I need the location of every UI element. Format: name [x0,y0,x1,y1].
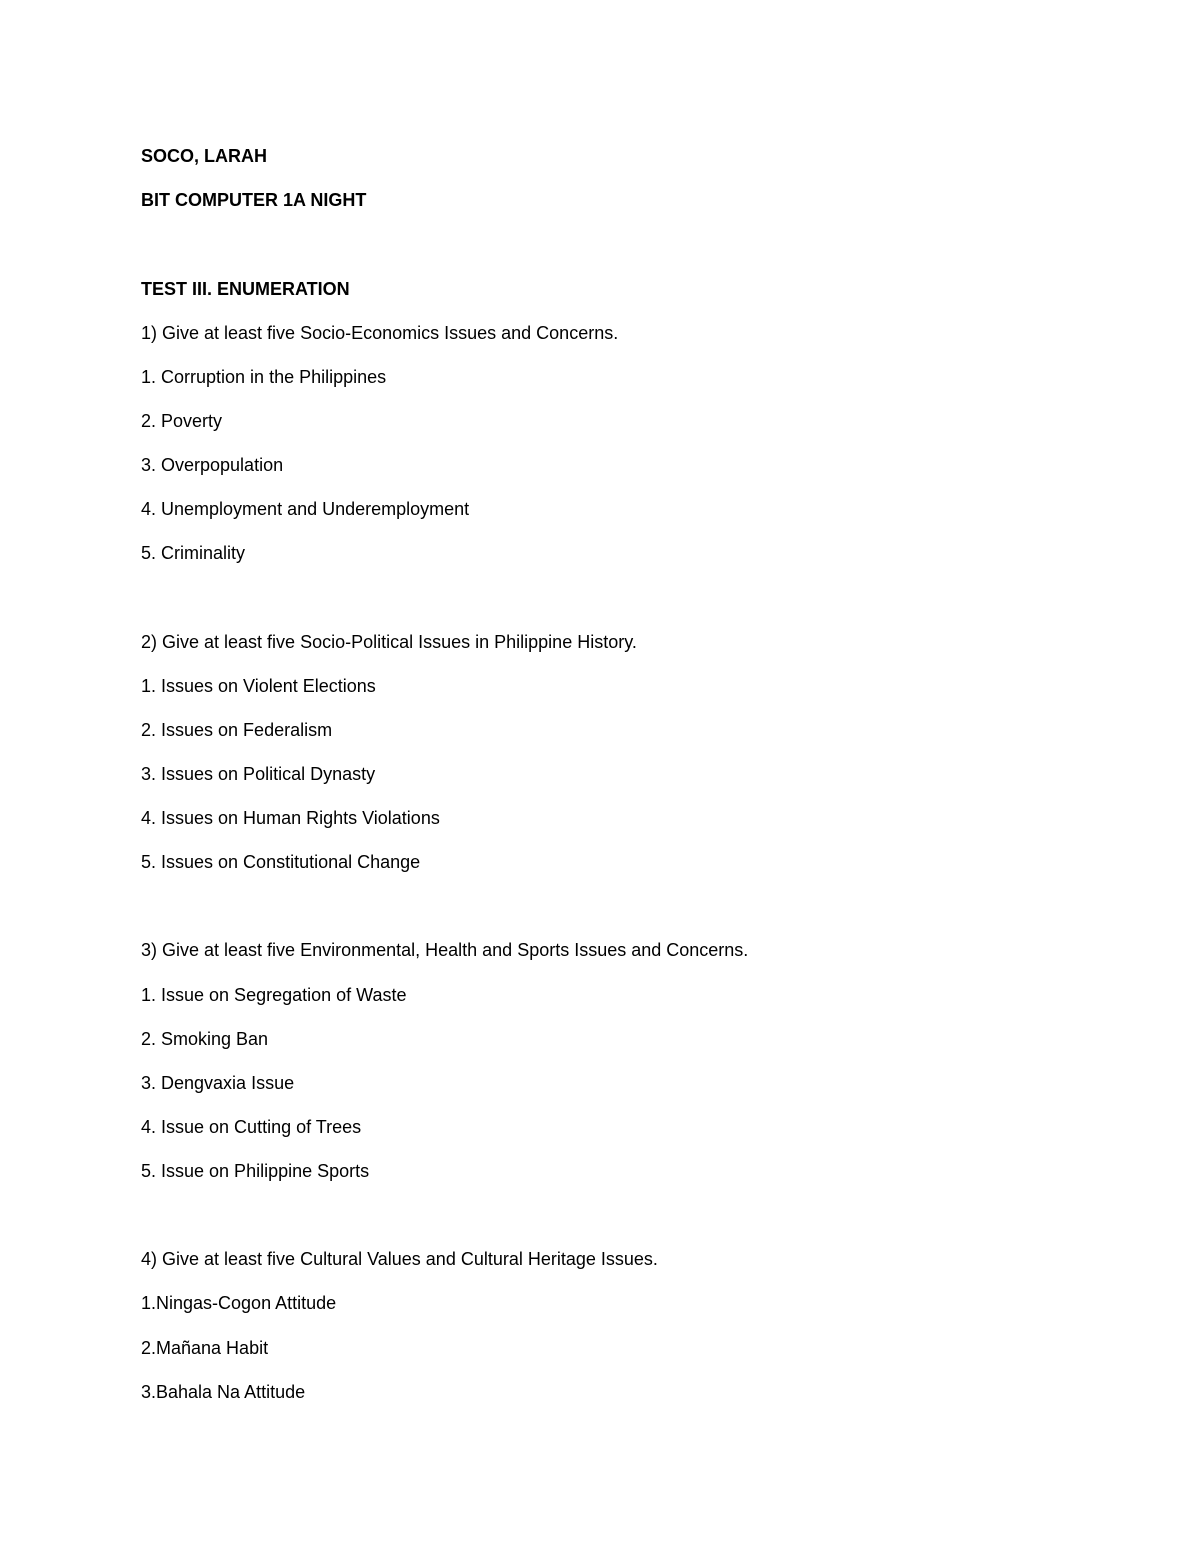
answer-item: 5. Issue on Philippine Sports [141,1161,370,1181]
answer-item: 3. Overpopulation [141,455,284,475]
answer-item: 4. Issues on Human Rights Violations [141,808,440,828]
answer-item: 2.Mañana Habit [141,1338,269,1358]
student-name: SOCO, LARAH [141,146,267,166]
question-4: 4) Give at least five Cultural Values and Cultural Heritage Issues. [141,1249,658,1269]
question-2: 2) Give at least five Socio-Political Issues in Philippine History. [141,632,637,652]
answer-item: 1. Issues on Violent Elections [141,676,376,696]
answer-item: 1. Corruption in the Philippines [141,367,387,387]
student-course: BIT COMPUTER 1A NIGHT [141,190,367,210]
answer-item: 3.Bahala Na Attitude [141,1382,306,1402]
question-3: 3) Give at least five Environmental, Health and Sports Issues and Concerns. [141,940,749,960]
test-title: TEST III. ENUMERATION [141,279,350,299]
answer-item: 3. Dengvaxia Issue [141,1073,295,1093]
question-1: 1) Give at least five Socio-Economics Issues and Concerns. [141,323,619,343]
answer-item: 5. Issues on Constitutional Change [141,852,421,872]
answer-item: 4. Unemployment and Underemployment [141,499,470,519]
answer-item: 1. Issue on Segregation of Waste [141,985,407,1005]
answer-item: 1.Ningas-Cogon Attitude [141,1293,337,1313]
answer-item: 2. Issues on Federalism [141,720,333,740]
answer-item: 2. Smoking Ban [141,1029,269,1049]
answer-item: 5. Criminality [141,543,246,563]
answer-item: 3. Issues on Political Dynasty [141,764,376,784]
answer-item: 2. Poverty [141,411,223,431]
answer-item: 4. Issue on Cutting of Trees [141,1117,362,1137]
